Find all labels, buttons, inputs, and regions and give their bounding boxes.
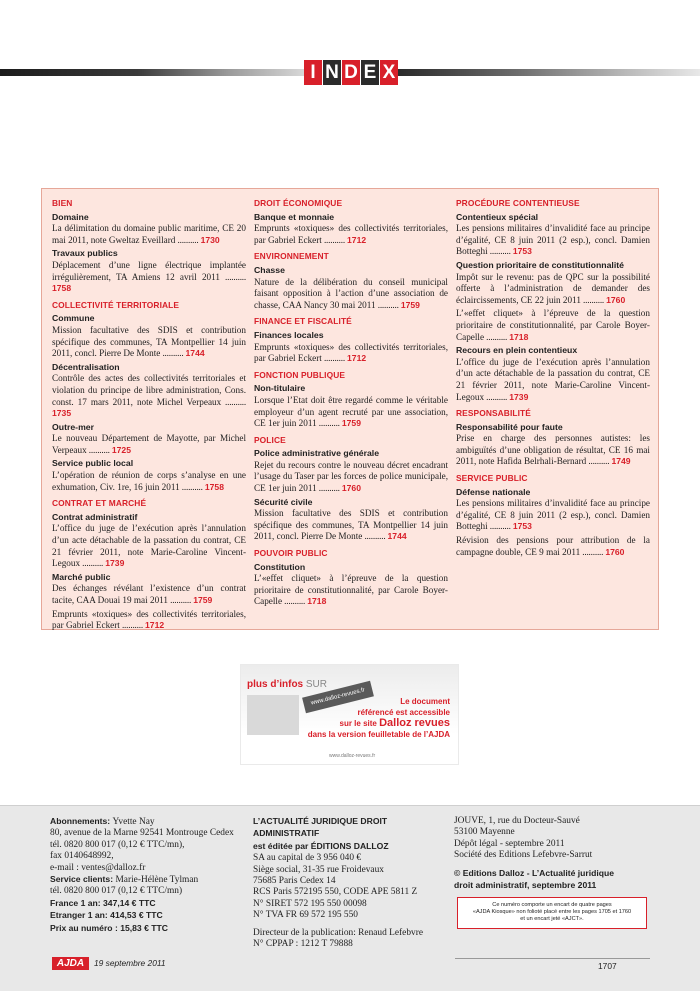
colophon-text: 80, avenue de la Marne 92541 Montrouge Cedex	[50, 828, 234, 839]
colophon-text: Dépôt légal - septembre 2011	[454, 838, 565, 849]
index-entry	[456, 433, 650, 468]
colophon-text: JOUVE, 1, rue du Docteur-Sauvé	[454, 816, 580, 826]
index-entry	[456, 308, 650, 343]
notice-line: «AJDA Kiosque» non folioté placé entre les pages 1705 et 1760	[472, 909, 632, 916]
index-section-heading: COLLECTIVITÉ TERRITORIALE	[52, 299, 180, 310]
ad-line: référencé est accessible	[357, 707, 450, 717]
index-entry	[254, 508, 448, 543]
index-entry	[254, 460, 448, 495]
dalloz-revues-ad[interactable]	[240, 664, 459, 765]
index-page-link[interactable]: 1739	[105, 558, 125, 569]
notice-line: et un encart jeté «AJCT».	[520, 916, 584, 923]
index-page-link[interactable]: 1760	[605, 546, 625, 557]
index-section-heading: BIEN	[52, 198, 73, 208]
index-page-link[interactable]: 1712	[347, 234, 367, 245]
index-entry-text: Des échanges révélant l’existence d’un contrat tacite, CAA Douai 19 mai 2011	[52, 583, 246, 605]
leader-dots: ..........	[321, 353, 348, 364]
index-entry-text: Contrôle des actes des collectivités territoriales et violation du principe de libre administration, Cons. const. 17 mars 2011, note Michel Verpeaux	[52, 373, 246, 407]
index-column-3	[456, 198, 650, 560]
colophon-line	[50, 898, 245, 910]
index-entry	[456, 498, 650, 533]
index-section-heading: PROCÉDURE CONTENTIEUSE	[456, 198, 580, 208]
index-page-link[interactable]: 1753	[512, 246, 532, 257]
colophon-text: RCS Paris 572195 550, CODE APE 5811 Z	[253, 887, 418, 898]
header-bar-left	[0, 69, 305, 76]
index-subheading: Outre-mer	[52, 421, 94, 432]
colophon-line	[253, 841, 448, 853]
index-page-link[interactable]: 1759	[193, 595, 213, 605]
index-entry-text: L’office du juge de l’exécution après l’annulation d’un acte détachable de la passation du contrat, CE 21 février 2011, note Marie-Caroline Vincent-Legoux	[52, 523, 246, 569]
insert-notice	[457, 897, 647, 929]
leader-dots: ..........	[86, 444, 112, 455]
ad-site-badge: www.dalloz-revues.fr	[302, 681, 374, 713]
ad-line-pre: sur le site	[339, 719, 380, 728]
colophon-label: est éditée par ÉDITIONS DALLOZ	[253, 840, 389, 851]
index-entry-text: L’«effet cliquet» à l’épreuve de la question prioritaire de constitutionnalité, par Carole Boyer-Capelle	[456, 308, 650, 342]
colophon-line	[253, 910, 448, 921]
leader-dots: ..........	[487, 246, 513, 257]
colophon-line	[253, 816, 448, 841]
colophon-line	[454, 868, 654, 880]
index-entry	[52, 373, 246, 419]
index-subheading: Marché public	[52, 571, 111, 582]
index-letter: D	[342, 60, 360, 85]
index-page-link[interactable]: 1735	[52, 408, 72, 419]
index-entry	[456, 535, 650, 558]
index-section-heading: ENVIRONNEMENT	[254, 251, 329, 262]
index-subheading: Domaine	[52, 211, 89, 222]
index-entry	[52, 223, 246, 246]
colophon-line	[454, 850, 654, 861]
index-page-link[interactable]: 1718	[307, 596, 327, 607]
index-letter: N	[323, 60, 341, 85]
leader-dots: ..........	[179, 481, 205, 492]
colophon-line	[50, 874, 245, 886]
colophon-line	[454, 816, 654, 827]
index-section-heading: POLICE	[254, 434, 286, 445]
index-entry	[52, 325, 246, 360]
index-entry-text: Les pensions militaires d’invalidité face au principe d’égalité, CE 8 juin 2011 (2 esp.), concl. Damien Botteghi	[456, 223, 650, 257]
colophon-label: France 1 an: 347,14 € TTC	[50, 897, 156, 908]
leader-dots: ..........	[580, 294, 607, 305]
leader-dots: ..........	[484, 331, 510, 342]
leader-dots: ..........	[487, 521, 513, 532]
index-section-heading: RESPONSABILITÉ	[456, 408, 531, 419]
index-subheading: Non-titulaire	[254, 383, 306, 394]
ad-text	[280, 697, 450, 740]
colophon-label: Abonnements:	[50, 816, 113, 826]
index-page-link[interactable]: 1759	[400, 299, 420, 310]
colophon-label: Prix au numéro : 15,83 € TTC	[50, 922, 168, 933]
index-column-1	[52, 198, 246, 634]
colophon-text: Yvette Nay	[112, 817, 155, 827]
index-entry-text: Impôt sur le revenu: pas de QPC sur la possibilité offerte à l’administration de demander des éclaircissements, CE 22 juin 2011	[456, 271, 650, 305]
ad-plus-text: plus d’infos	[247, 679, 304, 690]
ad-url: www.dalloz-revues.fr	[329, 753, 376, 759]
colophon-printer	[454, 816, 654, 892]
index-page-link[interactable]: 1744	[387, 531, 407, 542]
index-page-link[interactable]: 1760	[606, 294, 626, 305]
index-entry-text: Rejet du recours contre le nouveau décret encadrant l’usage du Taser par les forces de police municipale, CE 1er juin 2011	[254, 459, 448, 494]
ad-line	[280, 718, 450, 730]
index-entry	[254, 573, 448, 608]
colophon-text: 53100 Mayenne	[454, 827, 515, 838]
page-number: 1707	[598, 961, 617, 971]
index-subheading: Question prioritaire de constitutionnalité	[456, 259, 624, 270]
index-subheading: Banque et monnaie	[254, 211, 335, 222]
index-subheading: Commune	[52, 313, 95, 324]
colophon-text: e-mail : ventes@dalloz.fr	[50, 862, 146, 873]
index-page-link[interactable]: 1758	[204, 481, 224, 492]
index-subheading: Finances locales	[254, 329, 324, 340]
index-subheading: Contentieux spécial	[456, 211, 539, 222]
index-letter: E	[361, 60, 379, 85]
colophon-line	[253, 876, 448, 887]
index-page-link[interactable]: 1759	[341, 418, 361, 429]
colophon-text: Directeur de la publication: Renaud Lefebvre	[253, 927, 423, 938]
colophon-line	[253, 899, 448, 910]
index-entry-text: L’opération de réunion de corps s’analyse en une exhumation, Civ. 1re, 16 juin 2011	[52, 470, 246, 492]
index-entry	[254, 277, 448, 312]
colophon-text: Marie-Hélène Tylman	[115, 875, 199, 886]
index-entry-text: L’office du juge de l’exécution après l’annulation d’un acte détachable de la passation du contrat, CE 21 février 2011, note Marie-Caroline Vincent-Legoux	[456, 356, 650, 402]
leader-dots: ..........	[168, 595, 194, 605]
index-entry-text: Les pensions militaires d’invalidité face au principe d’égalité, CE 8 juin 2011 (2 esp.), concl. Damien Botteghi	[456, 498, 650, 532]
index-entry	[52, 470, 246, 493]
header-bar-right	[398, 69, 700, 76]
index-entry	[456, 357, 650, 403]
index-entry	[254, 395, 448, 430]
colophon-text: tél. 0820 800 017 (0,12 € TTC/mn)	[50, 886, 183, 897]
index-page-link[interactable]: 1758	[52, 283, 72, 294]
colophon-label: © Editions Dalloz - L’Actualité juridique	[454, 867, 615, 878]
leader-dots: ..........	[484, 391, 510, 402]
index-page-link[interactable]: 1760	[341, 483, 361, 494]
index-page-link[interactable]: 1744	[185, 348, 205, 359]
colophon-line	[253, 887, 448, 898]
index-entry-text: La délimitation du domaine public maritime, CE 20 mai 2011, note Gweltaz Eveillard	[52, 223, 246, 245]
index-section-heading: FINANCE ET FISCALITÉ	[254, 316, 352, 327]
colophon-line	[50, 886, 245, 897]
leader-dots: ..........	[316, 483, 342, 494]
index-subheading: Police administrative générale	[254, 448, 380, 459]
leader-dots: ..........	[221, 396, 246, 407]
index-entry	[254, 342, 448, 365]
index-entry	[52, 609, 246, 632]
leader-dots: ..........	[362, 531, 388, 542]
index-title	[304, 60, 399, 85]
colophon-text: N° CPPAP : 1212 T 79888	[253, 939, 353, 950]
index-subheading: Travaux publics	[52, 248, 118, 259]
index-subheading: Décentralisation	[52, 361, 120, 372]
index-entry-text: Nature de la délibération du conseil municipal faisant opposition à l’action d’une association de chasse, CAA Nancy 30 mai 2011	[254, 276, 448, 310]
publication-date: 19 septembre 2011	[94, 958, 166, 968]
ajda-logo: AJDA	[52, 957, 89, 970]
index-entry-text: Révision des pensions pour attribution de la campagne double, CE 9 mai 2011	[456, 535, 650, 557]
index-entry	[456, 223, 650, 258]
leader-dots: ..........	[580, 546, 606, 557]
leader-dots: ..........	[375, 299, 401, 310]
index-page-link[interactable]: 1739	[509, 391, 529, 402]
colophon-line	[50, 828, 245, 839]
notice-line: Ce numéro comporte un encart de quatre pages	[492, 902, 612, 908]
index-entry-text: Emprunts «toxiques» des collectivités territoriales, par Gabriel Eckert	[254, 341, 448, 364]
index-entry-text: Déplacement d’une ligne électrique implantée irrégulièrement, TA Amiens 12 avril 2011	[52, 259, 246, 282]
index-entry-text: Mission facultative des SDIS et contribution spécifique des communes, TA Montpellier 14 juin 2011, concl. Pierre De Monte	[254, 508, 448, 542]
index-entry	[52, 523, 246, 569]
colophon-text: Société des Editions Lefebvre-Sarrut	[454, 850, 593, 861]
index-entry	[456, 272, 650, 307]
leader-dots: ..........	[160, 348, 186, 359]
index-box	[41, 188, 659, 630]
leader-dots: ..........	[321, 234, 348, 245]
leader-dots: ..........	[175, 234, 201, 245]
leader-dots: ..........	[282, 596, 308, 607]
index-entry	[254, 223, 448, 246]
leader-dots: ..........	[220, 271, 246, 282]
index-subheading: Sécurité civile	[254, 496, 313, 507]
colophon-text: 75685 Paris Cedex 14	[253, 876, 336, 887]
colophon-label: droit administratif, septembre 2011	[454, 880, 597, 891]
index-page-link[interactable]: 1718	[509, 331, 529, 342]
colophon-line	[454, 839, 654, 850]
index-entry-text: Lorsque l’Etat doit être regardé comme le véritable employeur d’un agent recruté par une association, CE 1er juin 2011	[254, 394, 448, 429]
colophon-line	[50, 863, 245, 874]
index-page-link[interactable]: 1753	[512, 521, 532, 532]
index-entry-text: Mission facultative des SDIS et contribution spécifique des communes, TA Montpellier 14 juin 2011, concl. Pierre De Monte	[52, 324, 246, 359]
colophon-text: Siège social, 31-35 rue Froidevaux	[253, 864, 384, 875]
index-letter: X	[380, 60, 398, 85]
colophon-text: SA au capital de 3 956 040 €	[253, 853, 362, 864]
colophon-line	[253, 853, 448, 864]
index-subheading: Responsabilité pour faute	[456, 421, 563, 432]
ad-sur-text: SUR	[305, 679, 328, 690]
colophon-line	[253, 939, 448, 950]
colophon-label: L’ACTUALITÉ JURIDIQUE DROIT ADMINISTRATIF	[253, 816, 388, 839]
colophon-text: N° SIRET 572 195 550 00098	[253, 898, 367, 909]
index-entry	[52, 260, 246, 295]
index-page-link[interactable]: 1730	[200, 234, 220, 245]
index-entry-text: Prise en charge des personnes autistes: les ambiguïtés d’une obligation de résultat, CE 16 mai 2011, note Hafida Belrhali-Bernard	[456, 433, 650, 467]
colophon-publisher	[253, 816, 448, 950]
index-subheading: Service public local	[52, 458, 134, 469]
index-subheading: Constitution	[254, 561, 306, 572]
index-section-heading: DROIT ÉCONOMIQUE	[254, 198, 343, 208]
index-entry-text: Emprunts «toxiques» des collectivités territoriales, par Gabriel Eckert	[254, 223, 448, 245]
ad-plus-infos	[247, 679, 327, 690]
index-entry-text: Emprunts «toxiques» des collectivités territoriales, par Gabriel Eckert	[52, 608, 246, 631]
index-entry-text: L’«effet cliquet» à l’épreuve de la question prioritaire de constitutionnalité, par Carole Boyer-Capelle	[254, 573, 448, 607]
colophon-text: fax 0140648992,	[50, 851, 114, 862]
index-page-link[interactable]: 1749	[611, 456, 631, 467]
colophon-line	[253, 928, 448, 939]
index-entry-text: Le nouveau Département de Mayotte, par Michel Verpeaux	[52, 433, 246, 455]
index-subheading: Contrat administratif	[52, 511, 138, 522]
index-section-heading: CONTRAT ET MARCHÉ	[52, 498, 147, 509]
index-entry	[52, 583, 246, 606]
index-page-link[interactable]: 1712	[347, 353, 367, 364]
leader-dots: ..........	[80, 558, 106, 569]
colophon-label: Etranger 1 an: 414,53 € TTC	[50, 910, 163, 921]
ad-line: dans la version feuilletable de l’AJDA	[307, 729, 450, 739]
index-page-link[interactable]: 1725	[111, 444, 131, 455]
leader-dots: ..........	[316, 418, 342, 429]
ad-line: Le document	[400, 697, 450, 706]
colophon-line	[50, 816, 245, 828]
index-entry	[52, 433, 246, 456]
footer-rule	[455, 958, 650, 959]
index-subheading: Défense nationale	[456, 486, 531, 497]
index-section-heading: POUVOIR PUBLIC	[254, 548, 328, 559]
colophon-line	[50, 923, 245, 935]
colophon-line	[50, 840, 245, 851]
index-section-heading: FONCTION PUBLIQUE	[254, 369, 346, 380]
colophon-text: tél. 0820 800 017 (0,12 € TTC/mn),	[50, 839, 185, 850]
colophon-line	[50, 910, 245, 922]
colophon-label: Service clients:	[50, 874, 116, 885]
leader-dots: ..........	[586, 456, 612, 467]
index-section-heading: SERVICE PUBLIC	[456, 473, 528, 484]
index-subheading: Chasse	[254, 264, 285, 275]
index-page-link[interactable]: 1712	[145, 620, 165, 631]
colophon-line	[454, 880, 654, 892]
colophon-line	[253, 865, 448, 876]
index-subheading: Recours en plein contentieux	[456, 345, 578, 356]
colophon-line	[50, 851, 245, 862]
colophon-line	[454, 827, 654, 838]
leader-dots: ..........	[119, 620, 146, 631]
colophon-text: N° TVA FR 69 572 195 550	[253, 910, 358, 921]
colophon-subscriptions	[50, 816, 245, 935]
index-column-2	[254, 198, 448, 610]
ad-brand: Dalloz revues	[379, 717, 450, 729]
index-letter: I	[304, 60, 322, 85]
